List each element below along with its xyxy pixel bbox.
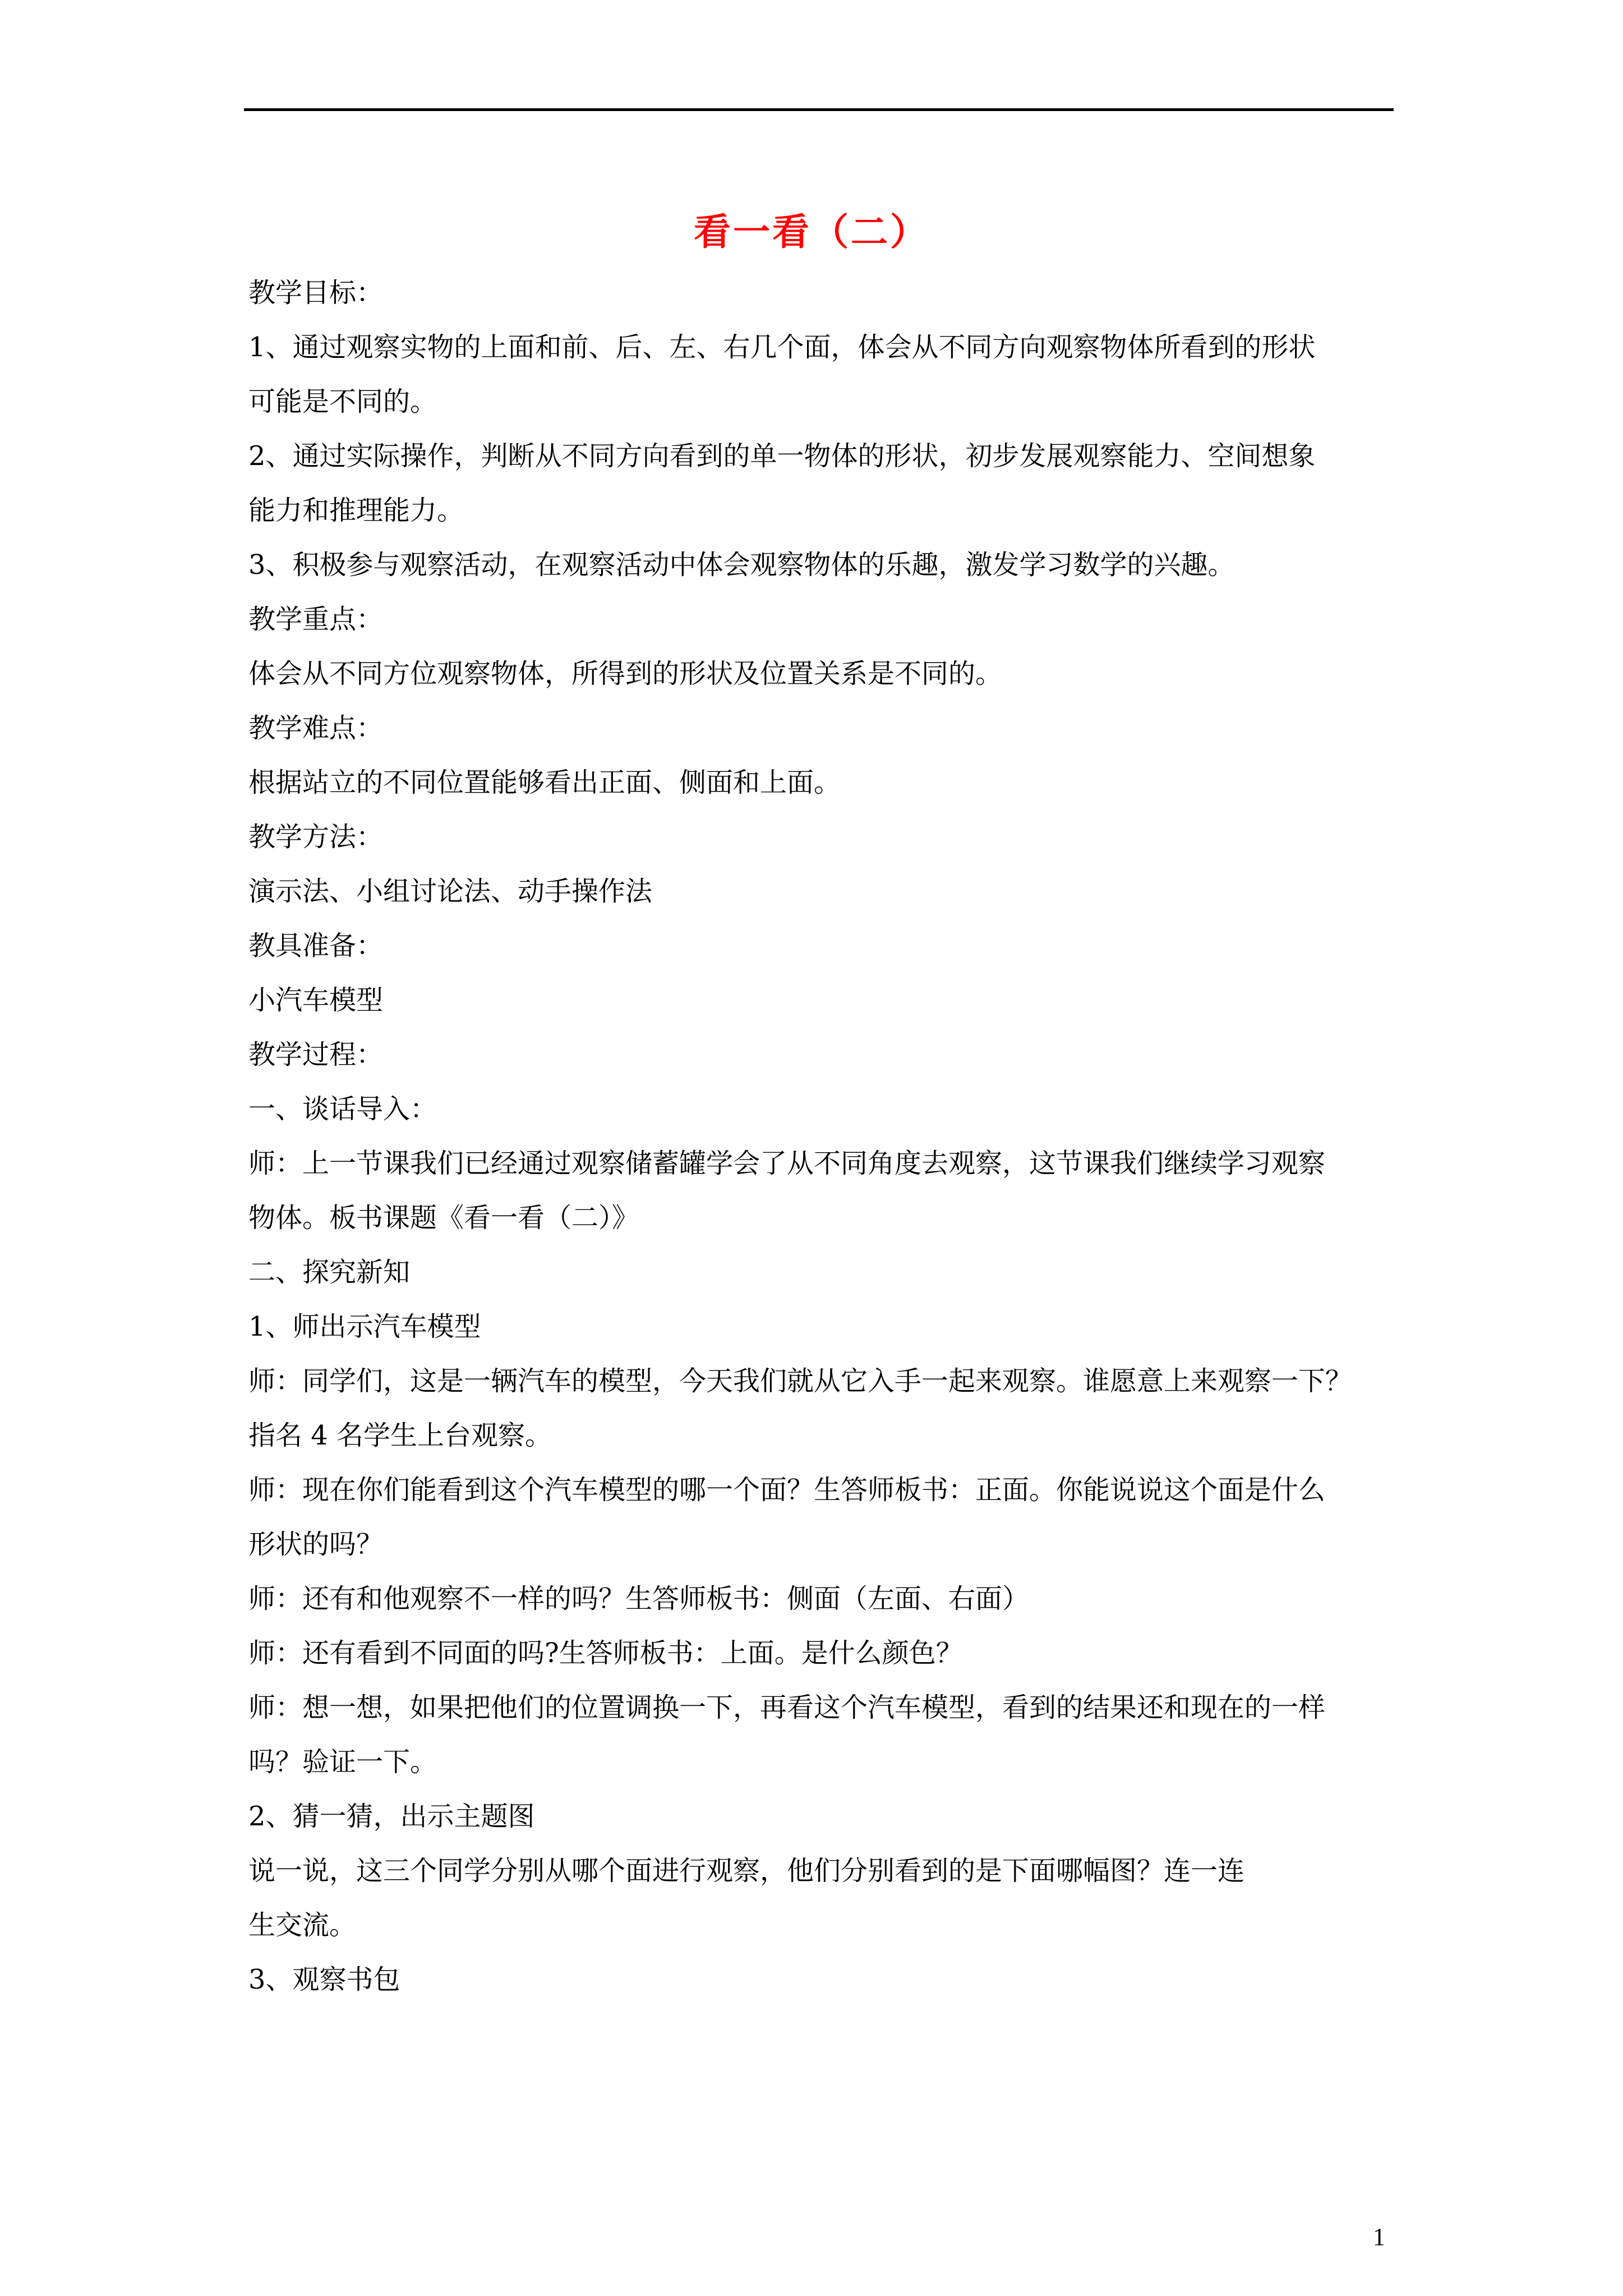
text-line: 教学过程：	[248, 1039, 384, 1070]
page-title: 看一看（二）	[694, 210, 929, 254]
text-line: 师：还有看到不同面的吗?生答师板书：上面。是什么颜色？	[248, 1637, 963, 1669]
text-line: 2、猜一猜，出示主题图	[248, 1801, 535, 1832]
text-line: 指名 4 名学生上台观察。	[248, 1420, 552, 1451]
text-line: 吗？验证一下。	[248, 1746, 437, 1778]
text-line: 能力和推理能力。	[248, 495, 464, 526]
header-rule	[244, 108, 1394, 111]
text-line: 教学重点：	[248, 604, 384, 635]
text-line: 物体。板书课题《看一看（二）》	[248, 1202, 639, 1234]
text-line: 教学难点：	[248, 712, 384, 744]
page-number: 1	[1373, 2223, 1385, 2251]
text-line: 教具准备：	[248, 930, 384, 961]
text-line: 师：想一想，如果把他们的位置调换一下，再看这个汽车模型，看到的结果还和现在的一样	[248, 1692, 1326, 1723]
text-line: 可能是不同的。	[248, 386, 437, 417]
text-line: 说一说，这三个同学分别从哪个面进行观察，他们分别看到的是下面哪幅图？连一连	[248, 1855, 1245, 1887]
text-line: 1、师出示汽车模型	[248, 1311, 481, 1342]
text-line: 体会从不同方位观察物体，所得到的形状及位置关系是不同的。	[248, 658, 1003, 689]
document-body	[248, 266, 1393, 2007]
text-line: 1、通过观察实物的上面和前、后、左、右几个面，体会从不同方向观察物体所看到的形状	[248, 332, 1316, 363]
text-line: 师：同学们，这是一辆汽车的模型，今天我们就从它入手一起来观察。谁愿意上来观察一下？	[248, 1365, 1353, 1397]
text-line: 2、通过实际操作，判断从不同方向看到的单一物体的形状，初步发展观察能力、空间想象	[248, 440, 1316, 472]
text-line: 演示法、小组讨论法、动手操作法	[248, 876, 653, 907]
text-line: 师：还有和他观察不一样的吗？生答师板书：侧面（左面、右面）	[248, 1583, 1030, 1614]
text-line: 生交流。	[248, 1910, 357, 1941]
text-line: 师：现在你们能看到这个汽车模型的哪一个面？生答师板书：正面。你能说说这个面是什么	[248, 1474, 1326, 1506]
text-line: 教学目标：	[248, 277, 384, 309]
text-line: 根据站立的不同位置能够看出正面、侧面和上面。	[248, 767, 841, 798]
text-line: 师：上一节课我们已经通过观察储蓄罐学会了从不同角度去观察，这节课我们继续学习观察	[248, 1148, 1326, 1179]
text-line: 小汽车模型	[248, 984, 384, 1016]
text-line: 形状的吗？	[248, 1529, 384, 1560]
text-line: 二、探究新知	[248, 1257, 411, 1288]
text-line: 教学方法：	[248, 821, 384, 853]
text-line: 一、谈话导入：	[248, 1093, 437, 1125]
text-line: 3、观察书包	[248, 1964, 400, 1995]
text-line: 3、积极参与观察活动，在观察活动中体会观察物体的乐趣，激发学习数学的兴趣。	[248, 549, 1235, 581]
